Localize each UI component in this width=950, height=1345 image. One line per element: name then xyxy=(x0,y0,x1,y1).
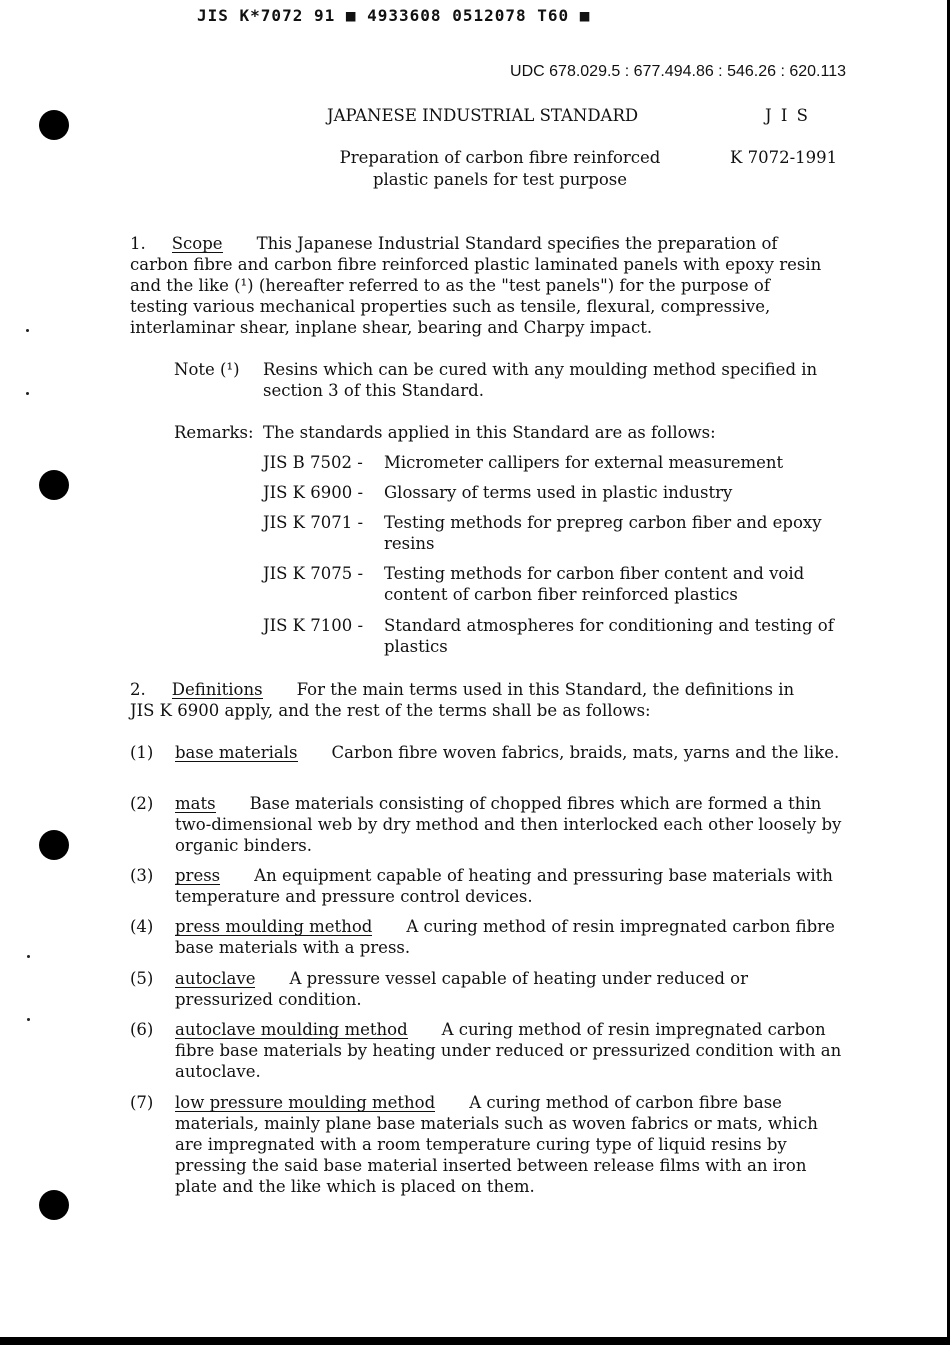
punch-hole xyxy=(39,830,69,860)
scan-speck xyxy=(27,1018,30,1021)
definitions-text-1: For the main terms used in this Standard, the definitions in xyxy=(296,680,795,699)
remarks-item xyxy=(263,615,843,656)
page-edge-bottom xyxy=(0,1337,950,1345)
definition-term: press xyxy=(175,866,221,885)
definition-body xyxy=(175,742,847,763)
definition-term: base materials xyxy=(175,743,298,762)
definition-body xyxy=(175,793,847,856)
note-label: Note (¹) xyxy=(174,360,240,379)
remarks-item-code: JIS K 7100 - xyxy=(263,616,364,635)
scope-text-1: This Japanese Industrial Standard specifies the preparation of xyxy=(256,234,778,253)
definition-number: (6) xyxy=(130,1020,154,1039)
header-code: JIS K*7072 91 ■ 4933608 0512078 T60 ■ xyxy=(197,6,591,25)
definitions-line-1 xyxy=(130,679,850,700)
remarks-label: Remarks: xyxy=(174,423,254,442)
definition-text: A curing method of resin impregnated carbon fibre base materials by heating under reduced or pressurized condition with an autoclave. xyxy=(175,1020,842,1081)
remarks-item-text: Standard atmospheres for conditioning and testing of plastics xyxy=(384,616,834,656)
note-line-2: section 3 of this Standard. xyxy=(263,381,484,400)
remarks-item xyxy=(263,563,843,604)
remarks-item xyxy=(263,482,843,503)
scope-line-2: carbon fibre and carbon fibre reinforced plastic laminated panels with epoxy resin xyxy=(130,255,822,274)
scope-line-4: testing various mechanical properties such as tensile, flexural, compressive, xyxy=(130,297,771,316)
title-line-1: Preparation of carbon fibre reinforced xyxy=(339,148,661,167)
scope-section xyxy=(130,233,850,338)
definition-body xyxy=(175,968,847,1010)
definition-term: autoclave xyxy=(175,969,256,988)
scope-line-5: interlaminar shear, inplane shear, bearing and Charpy impact. xyxy=(130,318,653,337)
definition-number: (7) xyxy=(130,1093,154,1112)
definition-body xyxy=(175,865,847,907)
definition-text: A curing method of resin impregnated carbon fibre base materials with a press. xyxy=(175,917,835,957)
punch-hole xyxy=(39,470,69,500)
remarks-item-code: JIS B 7502 - xyxy=(263,453,363,472)
definition-number: (4) xyxy=(130,917,154,936)
definition-number: (3) xyxy=(130,866,154,885)
jis-mark: J I S xyxy=(765,106,810,125)
scan-speck xyxy=(27,955,30,958)
definition-body xyxy=(175,1092,847,1197)
definition-text: An equipment capable of heating and pressuring base materials with temperature and pressure control devices. xyxy=(175,866,833,906)
standard-number: K 7072-1991 xyxy=(730,148,838,167)
definition-number: (1) xyxy=(130,743,154,762)
remarks-intro: The standards applied in this Standard are as follows: xyxy=(263,423,716,442)
remarks-item-code: JIS K 7075 - xyxy=(263,564,364,583)
scope-line-1 xyxy=(130,233,850,254)
remarks-item xyxy=(263,512,843,553)
remarks-item-text: Glossary of terms used in plastic industry xyxy=(384,483,733,502)
section-number: 2. xyxy=(130,680,146,699)
punch-hole xyxy=(39,1190,69,1220)
definition-body xyxy=(175,916,847,958)
definition-number: (2) xyxy=(130,794,154,813)
scope-line-3: and the like (¹) (hereafter referred to as the "test panels") for the purpose of xyxy=(130,276,770,295)
note-line-1: Resins which can be cured with any moulding method specified in xyxy=(263,360,818,379)
section-number: 1. xyxy=(130,234,146,253)
definition-term: low pressure moulding method xyxy=(175,1093,436,1112)
definition-term: autoclave moulding method xyxy=(175,1020,408,1039)
standard-name: JAPANESE INDUSTRIAL STANDARD xyxy=(327,106,639,125)
punch-hole xyxy=(39,110,69,140)
remarks-item-text: Micrometer callipers for external measurement xyxy=(384,453,784,472)
definition-term: mats xyxy=(175,794,216,813)
scan-speck xyxy=(26,329,29,332)
remarks-item-code: JIS K 6900 - xyxy=(263,483,364,502)
scope-heading: Scope xyxy=(171,234,223,253)
definition-text: A pressure vessel capable of heating under reduced or pressurized condition. xyxy=(175,969,748,1009)
title-line-2: plastic panels for test purpose xyxy=(372,170,628,189)
definitions-line-2: JIS K 6900 apply, and the rest of the terms shall be as follows: xyxy=(130,701,651,720)
remarks-item-text: Testing methods for prepreg carbon fiber and epoxy resins xyxy=(384,513,822,553)
definition-text: A curing method of carbon fibre base materials, mainly plane base materials such as woven fabrics or mats, which are impregnated with a room temperature curing type of liquid resins by pressing the said base material inserted between release films with an iron plate and the like which is placed on them. xyxy=(175,1093,818,1196)
remarks-item-text: Testing methods for carbon fiber content and void content of carbon fiber reinforced plastics xyxy=(384,564,805,604)
note-body xyxy=(263,359,853,401)
udc-number: UDC 678.029.5 : 677.494.86 : 546.26 : 620.113 xyxy=(510,63,846,80)
definition-text: Carbon fibre woven fabrics, braids, mats, yarns and the like. xyxy=(331,743,840,762)
definition-text: Base materials consisting of chopped fibres which are formed a thin two-dimensional web by dry method and then interlocked each other loosely by organic binders. xyxy=(175,794,842,855)
remarks-item-code: JIS K 7071 - xyxy=(263,513,364,532)
definitions-section xyxy=(130,679,850,721)
definitions-heading: Definitions xyxy=(171,680,263,699)
definition-number: (5) xyxy=(130,969,154,988)
scan-speck xyxy=(26,392,29,395)
definition-term: press moulding method xyxy=(175,917,373,936)
definition-body xyxy=(175,1019,847,1082)
remarks-item xyxy=(263,452,843,473)
